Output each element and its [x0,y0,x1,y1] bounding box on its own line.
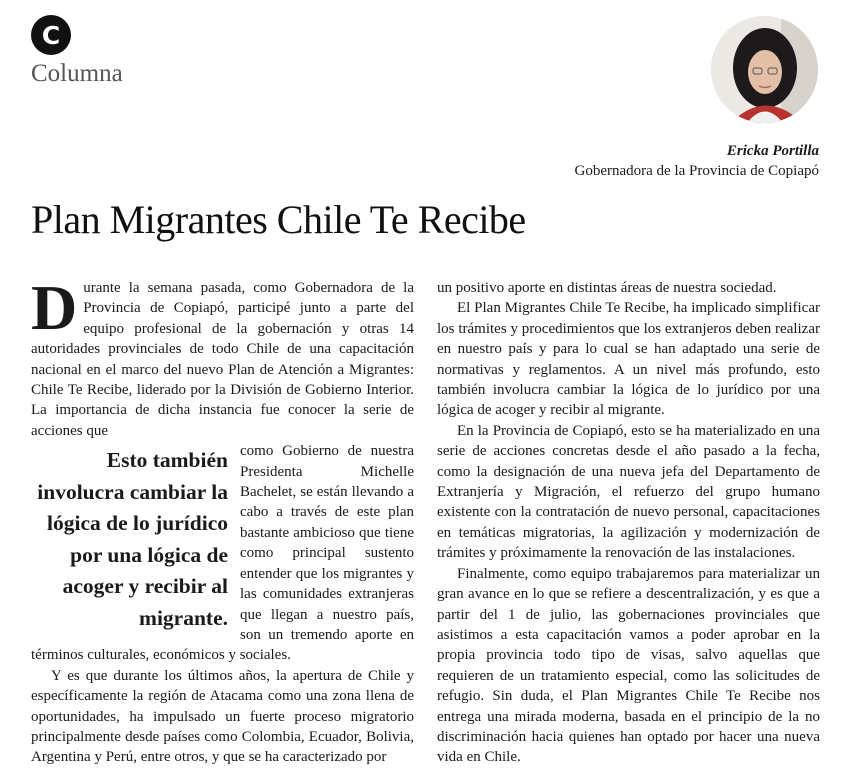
article-paragraph: un positivo aporte en distintas áreas de nuestra sociedad. [437,280,777,296]
article-paragraph: Finalmente, como equipo trabajaremos para materializar un gran avance en lo que se refiere a descentralización, y es que a partir del 1 de julio, las gobernaciones provinciales que asistimos a esta capacitación vamos a poder aprobar en la propia provincia todo tipo de visas, salvo aquellas que requieren de un tratamiento especial, como las solicitudes de refugio. Sin duda, el Plan Migrantes Chile Te Recibe nos entrega una mirada moderna, basada en el principio de la no discriminación hacia quienes han optado por hacer una nueva vida en Chile. [437,565,820,766]
article-paragraph [31,272,414,441]
article-column-left [31,272,414,768]
author-name: Ericka Portilla [726,143,819,159]
column-badge-icon: C [31,15,71,55]
article-paragraph: En la Provincia de Copiapó, esto se ha materializado en una serie de acciones concretas desde el año pasado a la fecha, como la designación de una nueva jefa del Departamento de Extranjería y Migración, el refuerzo del grupo humano existente con la contratación de nuevo personal, capacitaciones en temáticas migratorias, la agilización y modernización de trámites y próximamente la renovación de las instalaciones. [437,422,820,562]
paragraph-text: como Gobierno de nuestra Presidenta Michelle Bachelet, se están llevando a cabo a través de este plan bastante ambicioso que tiene como principal sustento entender que los migrantes y las comunidades extranjeras que llegan a nuestro país, son un tremendo aporte en términos culturales, económicos y sociales. [31,443,414,664]
section-label: Columna [31,60,123,87]
article-column-right [437,278,820,768]
article-paragraph [31,441,414,665]
paragraph-intro-text: urante la semana pasada, como Gobernadora de la Provincia de Copiapó, participé junto a parte del equipo profesional de la gobernación y otras 14 autoridades provinciales de todo Chile de una capacitación nacional en el marco del nuevo Plan de Atención a Migrantes: Chile Te Recibe, liderado por la División de Gobierno Interior. La importancia de dicha instancia fue conocer la serie de acciones que [31,280,414,439]
author-photo [711,16,818,123]
article-paragraph: El Plan Migrantes Chile Te Recibe, ha implicado simplificar los trámites y procedimientos que los extranjeros deben realizar en nuestro país y para lo cual se han adaptado una serie de normativas y reglamentos. A un nivel más profundo, esto también involucra cambiar la lógica de lo jurídico por una lógica de acoger y recibir al migrante. [437,300,820,419]
author-portrait-icon [711,16,818,123]
author-block [574,141,819,181]
article-paragraph: Y es que durante los últimos años, la apertura de Chile y específicamente la región de Atacama como una zona llena de oportunidades, ha impulsado un fuerte proceso migratorio principalmente desde países como Colombia, Ecuador, Bolivia, Argentina y Perú, entre otros, y que se ha caracterizado por [31,667,414,766]
article-headline: Plan Migrantes Chile Te Recibe [31,197,526,242]
pull-quote: Esto también involucra cambiar la lógica de lo jurídico por una lógica de acoger y recibir al migrante. [37,448,228,630]
author-role: Gobernadora de la Provincia de Copiapó [574,163,819,179]
drop-cap: D [31,272,78,343]
